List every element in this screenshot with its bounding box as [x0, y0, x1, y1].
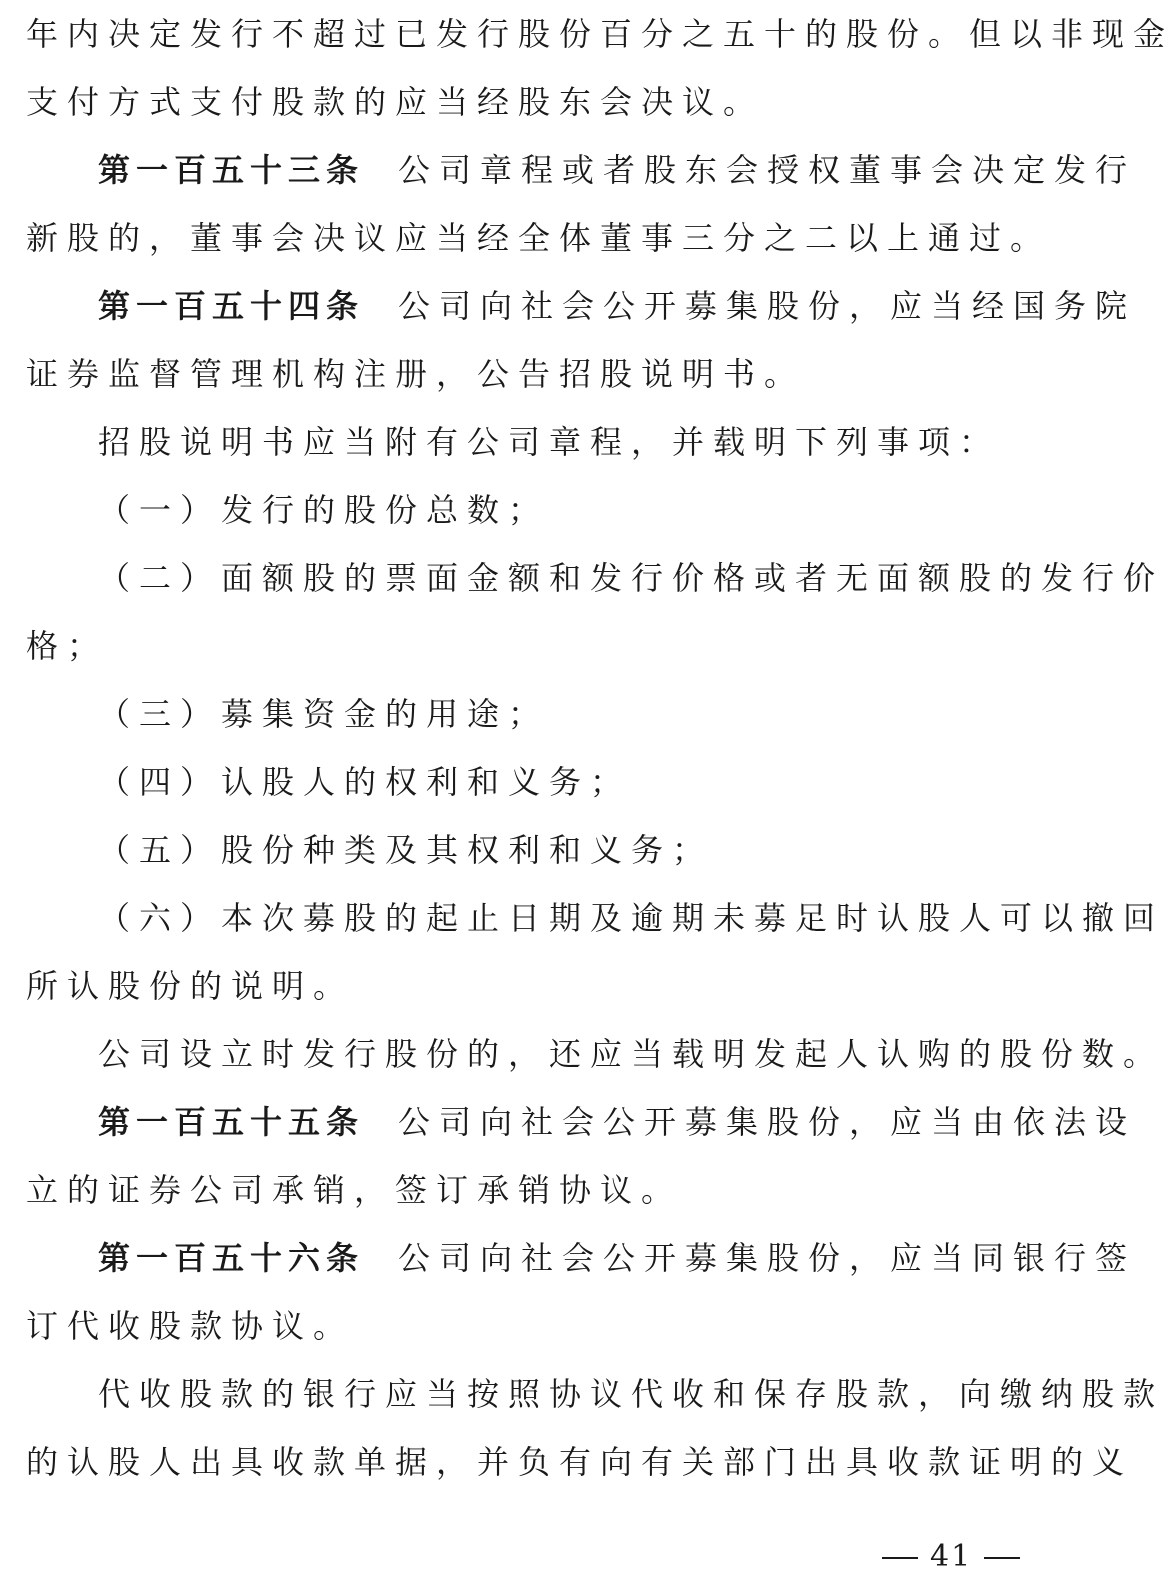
text-line: 格；: [26, 627, 109, 665]
text-line: 招股说明书应当附有公司章程，并载明下列事项：: [98, 423, 1001, 461]
text-line: 年内决定发行不超过已发行股份百分之五十的股份。但以非现金: [26, 15, 1174, 53]
list-item: （四）认股人的权利和义务；: [98, 763, 632, 801]
text-line: 公司设立时发行股份的，还应当载明发起人认购的股份数。: [98, 1035, 1165, 1073]
article-number: 第一百五十六条: [98, 1239, 365, 1277]
list-item: （一）发行的股份总数；: [98, 491, 550, 529]
article-number: 第一百五十五条: [98, 1103, 365, 1141]
page-number: 41: [930, 1539, 973, 1574]
text-line: 证券监督管理机构注册，公告招股说明书。: [26, 355, 806, 393]
dash-left: [882, 1557, 918, 1559]
article-text: 公司章程或者股东会授权董事会决定发行: [398, 151, 1137, 189]
page-footer: [870, 1532, 1032, 1582]
text-line: 立的证券公司承销，签订承销协议。: [26, 1171, 683, 1209]
article-155: [26, 1088, 1137, 1156]
text-line: 所认股份的说明。: [26, 967, 355, 1005]
list-item: （二）面额股的票面金额和发行价格或者无面额股的发行价: [98, 559, 1165, 597]
dash-right: [984, 1557, 1020, 1559]
article-156: [26, 1224, 1137, 1292]
article-text: 公司向社会公开募集股份，应当经国务院: [398, 287, 1137, 325]
text-line: 新股的，董事会决议应当经全体董事三分之二以上通过。: [26, 219, 1052, 257]
list-item: （六）本次募股的起止日期及逾期未募足时认股人可以撤回: [98, 899, 1165, 937]
article-153: [26, 136, 1137, 204]
article-154: [26, 272, 1137, 340]
text-line: 支付方式支付股款的应当经股东会决议。: [26, 83, 765, 121]
text-line: 代收股款的银行应当按照协议代收和保存股款，向缴纳股款: [98, 1375, 1165, 1413]
text-line: 的认股人出具收款单据，并负有向有关部门出具收款证明的义: [26, 1443, 1134, 1481]
list-item: （三）募集资金的用途；: [98, 695, 550, 733]
list-item: （五）股份种类及其权利和义务；: [98, 831, 714, 869]
article-text: 公司向社会公开募集股份，应当由依法设: [398, 1103, 1137, 1141]
text-line: 订代收股款协议。: [26, 1307, 355, 1345]
article-text: 公司向社会公开募集股份，应当同银行签: [398, 1239, 1137, 1277]
article-number: 第一百五十四条: [98, 287, 365, 325]
document-page: [26, 0, 1174, 1496]
article-number: 第一百五十三条: [98, 151, 365, 189]
